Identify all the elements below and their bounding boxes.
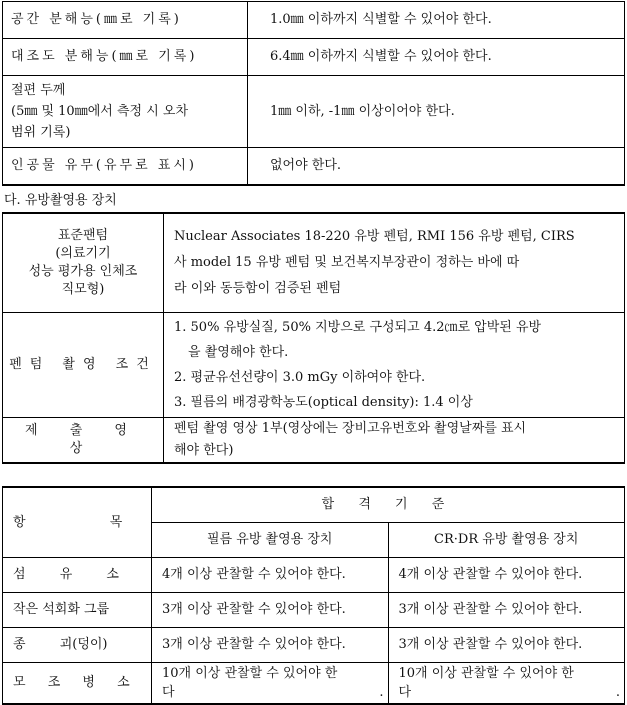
table-row — [3, 313, 625, 418]
header-item: 항 목 — [3, 487, 152, 558]
table-mammography-phantom — [2, 212, 625, 464]
table-row — [3, 593, 625, 628]
row-film — [152, 663, 389, 705]
table-row — [3, 39, 625, 76]
phantom-label — [3, 213, 164, 313]
label-line: 범위 기록) — [11, 125, 71, 140]
value-line: 해야 한다) — [174, 443, 234, 458]
condition-item: 1. 50% 유방실질, 50% 지방으로 구성되고 4.2㎝로 압박된 유방 — [174, 320, 542, 335]
row-item: 모 조 병 소 — [3, 663, 152, 705]
value-line: 라 이와 동등함이 검증된 펜텀 — [174, 281, 342, 296]
condition-item: 2. 평균유선선량이 3.0 mGy 이하여야 한다. — [174, 370, 426, 385]
row-crdr: 3개 이상 관찰할 수 있어야 한다. — [388, 628, 625, 663]
condition-value — [164, 313, 625, 418]
row-crdr: 3개 이상 관찰할 수 있어야 한다. — [388, 593, 625, 628]
table-row — [3, 558, 625, 593]
row-item: 섬 유 소 — [3, 558, 152, 593]
row-value: 6.4㎜ 이하까지 식별할 수 있어야 한다. — [248, 39, 625, 76]
table-row — [3, 148, 625, 186]
condition-item: 3. 필름의 배경광학농도(optical density): 1.4 이상 — [174, 395, 473, 410]
table-row — [3, 663, 625, 705]
table-row — [3, 418, 625, 464]
table-pass-criteria — [2, 486, 625, 705]
label-line: (의료기기 — [55, 246, 111, 261]
row-label — [3, 76, 248, 148]
header-film: 필름 유방 촬영용 장치 — [152, 523, 389, 558]
header-criteria: 합 격 기 준 — [152, 487, 625, 523]
condition-item-cont: 을 촬영해야 한다. — [188, 345, 289, 360]
row-value: 1㎜ 이하, -1㎜ 이상이어야 한다. — [248, 76, 625, 148]
value-line: Nuclear Associates 18-220 유방 펜텀, RMI 156 유방 펜텀, CIRS — [174, 229, 575, 244]
phantom-value — [164, 213, 625, 313]
table-row — [3, 76, 625, 148]
row-film: 4개 이상 관찰할 수 있어야 한다. — [152, 558, 389, 593]
value-line: 다 . — [398, 685, 620, 700]
table-row — [3, 2, 625, 39]
row-label: 인공물 유무(유무로 표시) — [3, 148, 248, 186]
value-line: 사 model 15 유방 펜텀 및 보건복지부장관이 정하는 바에 따 — [174, 255, 520, 270]
header-row — [3, 487, 625, 523]
submit-label: 제 출 영 상 — [3, 418, 164, 464]
row-crdr — [388, 663, 625, 705]
table-row — [3, 213, 625, 313]
row-film: 3개 이상 관찰할 수 있어야 한다. — [152, 593, 389, 628]
label-line: 성능 평가용 인체조 — [28, 264, 138, 279]
section-caption: 다. 유방촬영용 장치 — [4, 193, 117, 208]
row-item: 작은 석회화 그룹 — [3, 593, 152, 628]
value-line: 10개 이상 관찰할 수 있어야 한 — [398, 666, 574, 681]
row-crdr: 4개 이상 관찰할 수 있어야 한다. — [388, 558, 625, 593]
row-value: 1.0㎜ 이하까지 식별할 수 있어야 한다. — [248, 2, 625, 39]
row-item: 종 괴(덩이) — [3, 628, 152, 663]
table-ct-criteria — [2, 1, 625, 186]
table-row — [3, 628, 625, 663]
value-line: 10개 이상 관찰할 수 있어야 한 — [162, 666, 338, 681]
row-label: 대조도 분해능(㎜로 기록) — [3, 39, 248, 76]
label-line: 절편 두께 — [11, 83, 66, 98]
condition-label: 펜텀 촬영 조건 — [3, 313, 164, 418]
value-line: 펜텀 촬영 영상 1부(영상에는 장비고유번호와 촬영날짜를 표시 — [174, 421, 527, 436]
label-line: 직모형) — [61, 282, 105, 297]
row-film: 3개 이상 관찰할 수 있어야 한다. — [152, 628, 389, 663]
label-line: (5㎜ 및 10㎜에서 측정 시 오차 — [11, 104, 189, 119]
label-line: 표준팬텀 — [57, 228, 109, 243]
value-line: 다 . — [162, 685, 384, 700]
row-value: 없어야 한다. — [248, 148, 625, 186]
submit-value — [164, 418, 625, 464]
row-label: 공간 분해능(㎜로 기록) — [3, 2, 248, 39]
header-crdr: CR·DR 유방 촬영용 장치 — [388, 523, 625, 558]
